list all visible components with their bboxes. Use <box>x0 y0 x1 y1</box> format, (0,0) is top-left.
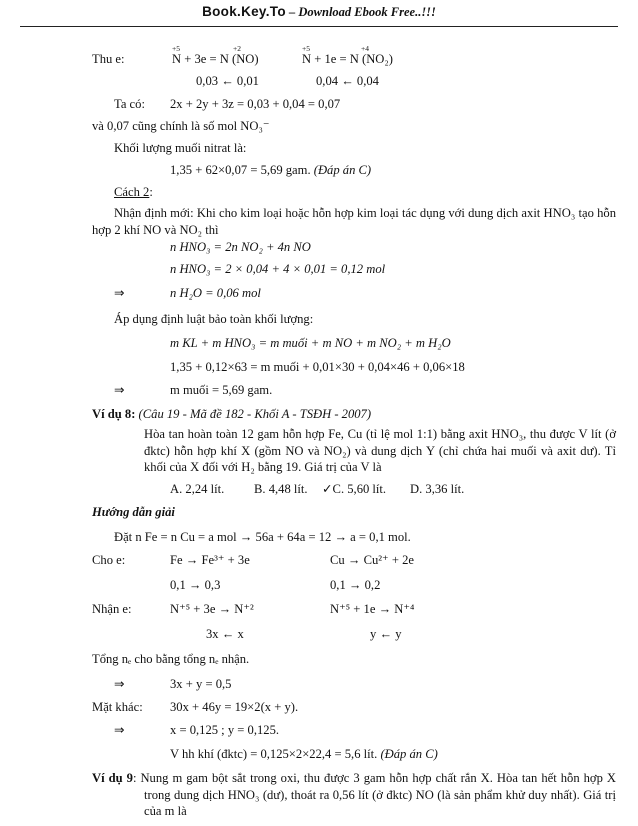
cach-2-heading: Cách 2: <box>114 185 153 199</box>
vd8-heading: Ví dụ 8: (Câu 19 - Mã đề 182 - Khối A - TSĐH - 2007) <box>92 407 372 421</box>
vd8-option-b: B. 4,48 lít. <box>254 482 308 496</box>
ta-co-eq: 2x + 2y + 3z = 0,03 + 0,04 = 0,07 <box>170 97 341 111</box>
xy-values: x = 0,125 ; y = 0,125. <box>170 723 280 737</box>
nhan-e-n1-values: 3x ← x <box>206 627 244 641</box>
mat-khac-eq: 30x + 46y = 19×2(x + y). <box>170 700 299 714</box>
formula-1: n HNO₃ = 2n NO₂ + 4n NO <box>170 240 311 254</box>
mat-khac-label: Mặt khác: <box>92 700 143 714</box>
nhan-dinh-paragraph: Nhận định mới: Khi cho kim loại hoặc hỗn hợp kim loại tác dụng với dung dịch axit HNO₃ tạo hỗn hợp 2 khí NO và NO₂ thì <box>92 206 616 237</box>
header-brand: Book.Key.To <box>202 4 286 19</box>
cho-e-fe-values: 0,1 → 0,3 <box>170 578 221 592</box>
implies-arrow-2: ⇒ <box>114 383 125 397</box>
thu-e-label: Thu e: <box>92 52 125 66</box>
line-va: và 0,07 cũng chính là số mol NO₃⁻ <box>92 119 270 133</box>
dat-line: Đặt n Fe = n Cu = a mol → 56a + 64a = 12 → a = 0,1 mol. <box>114 530 411 544</box>
formula-6: m muối = 5,69 gam. <box>170 383 273 397</box>
thu-e-eq1: +5 +2 N + 3e = N (NO) <box>172 44 259 66</box>
nhan-e-label: Nhận e: <box>92 602 132 616</box>
implies-arrow-4: ⇒ <box>114 723 125 737</box>
huong-dan-giai-heading: Hướng dẫn giải <box>92 505 175 519</box>
volume-result: V hh khí (đktc) = 0,125×2×22,4 = 5,6 lít. (Đáp án C) <box>170 747 438 761</box>
ta-co-label: Ta có: <box>114 97 145 111</box>
page-header <box>20 4 618 27</box>
khoi-luong-text: Khối lượng muối nitrat là: <box>114 141 247 155</box>
nhan-e-n2: N⁺⁵ + 1e → N⁺⁴ <box>330 602 415 616</box>
formula-4: m KL + m HNO₃ = m muối + m NO + m NO₂ + m H₂O <box>170 336 451 350</box>
nhan-e-n1: N⁺⁵ + 3e → N⁺² <box>170 602 254 616</box>
tong-line: Tổng nₑ cho bằng tổng nₑ nhận. <box>92 652 250 666</box>
nhan-e-n2-values: y ← y <box>370 627 402 641</box>
bao-toan-text: Áp dụng định luật bảo toàn khối lượng: <box>114 312 314 326</box>
cho-e-label: Cho e: <box>92 553 126 567</box>
formula-2: n HNO₃ = 2 × 0,04 + 4 × 0,01 = 0,12 mol <box>170 262 386 276</box>
eq-3x-y: 3x + y = 0,5 <box>170 677 232 691</box>
thu-e-ratio2: 0,04 ← 0,04 <box>316 74 379 88</box>
vd8-option-d: D. 3,36 lít. <box>410 482 465 496</box>
vd8-option-a: A. 2,24 lít. <box>170 482 225 496</box>
cho-e-fe: Fe → Fe³⁺ + 3e <box>170 553 250 567</box>
implies-arrow-3: ⇒ <box>114 677 125 691</box>
vd9-block: Ví dụ 9: Nung m gam bột sắt trong oxi, thu được 3 gam hỗn hợp chất rắn X. Hòa tan hết hỗn hợp X trong dung dịch HNO₃ (dư), thoát ra 0,56 lít (ở đktc) NO (là sản phẩm khử duy nhất). Giá trị của m là <box>92 771 617 818</box>
cho-e-cu: Cu → Cu²⁺ + 2e <box>330 553 414 567</box>
cho-e-cu-values: 0,1 → 0,2 <box>330 578 381 592</box>
implies-arrow-1: ⇒ <box>114 286 125 300</box>
khoi-luong-calc: 1,35 + 62×0,07 = 5,69 gam. (Đáp án C) <box>170 163 372 177</box>
vd8-body: Hòa tan hoàn toàn 12 gam hỗn hợp Fe, Cu (tỉ lệ mol 1:1) bằng axit HNO₃, thu được V lít (ở đktc) hỗn hợp khí X (gồm NO và NO₂) và dung dịch Y (chỉ chứa hai muối và axit dư). Tỉ khối của X đối với H₂ bằng 19. Giá trị của V là <box>144 427 616 474</box>
thu-e-ratio1: 0,03 ← 0,01 <box>196 74 259 88</box>
formula-5: 1,35 + 0,12×63 = m muối + 0,01×30 + 0,04×46 + 0,06×18 <box>170 360 465 374</box>
thu-e-eq2: +5 +4 N + 1e = N (NO₂) <box>302 44 393 66</box>
vd8-option-c: ✓C. 5,60 lít. <box>322 482 387 496</box>
formula-3: n H₂O = 0,06 mol <box>170 286 261 300</box>
header-tagline: – Download Ebook Free..!!! <box>285 5 436 19</box>
